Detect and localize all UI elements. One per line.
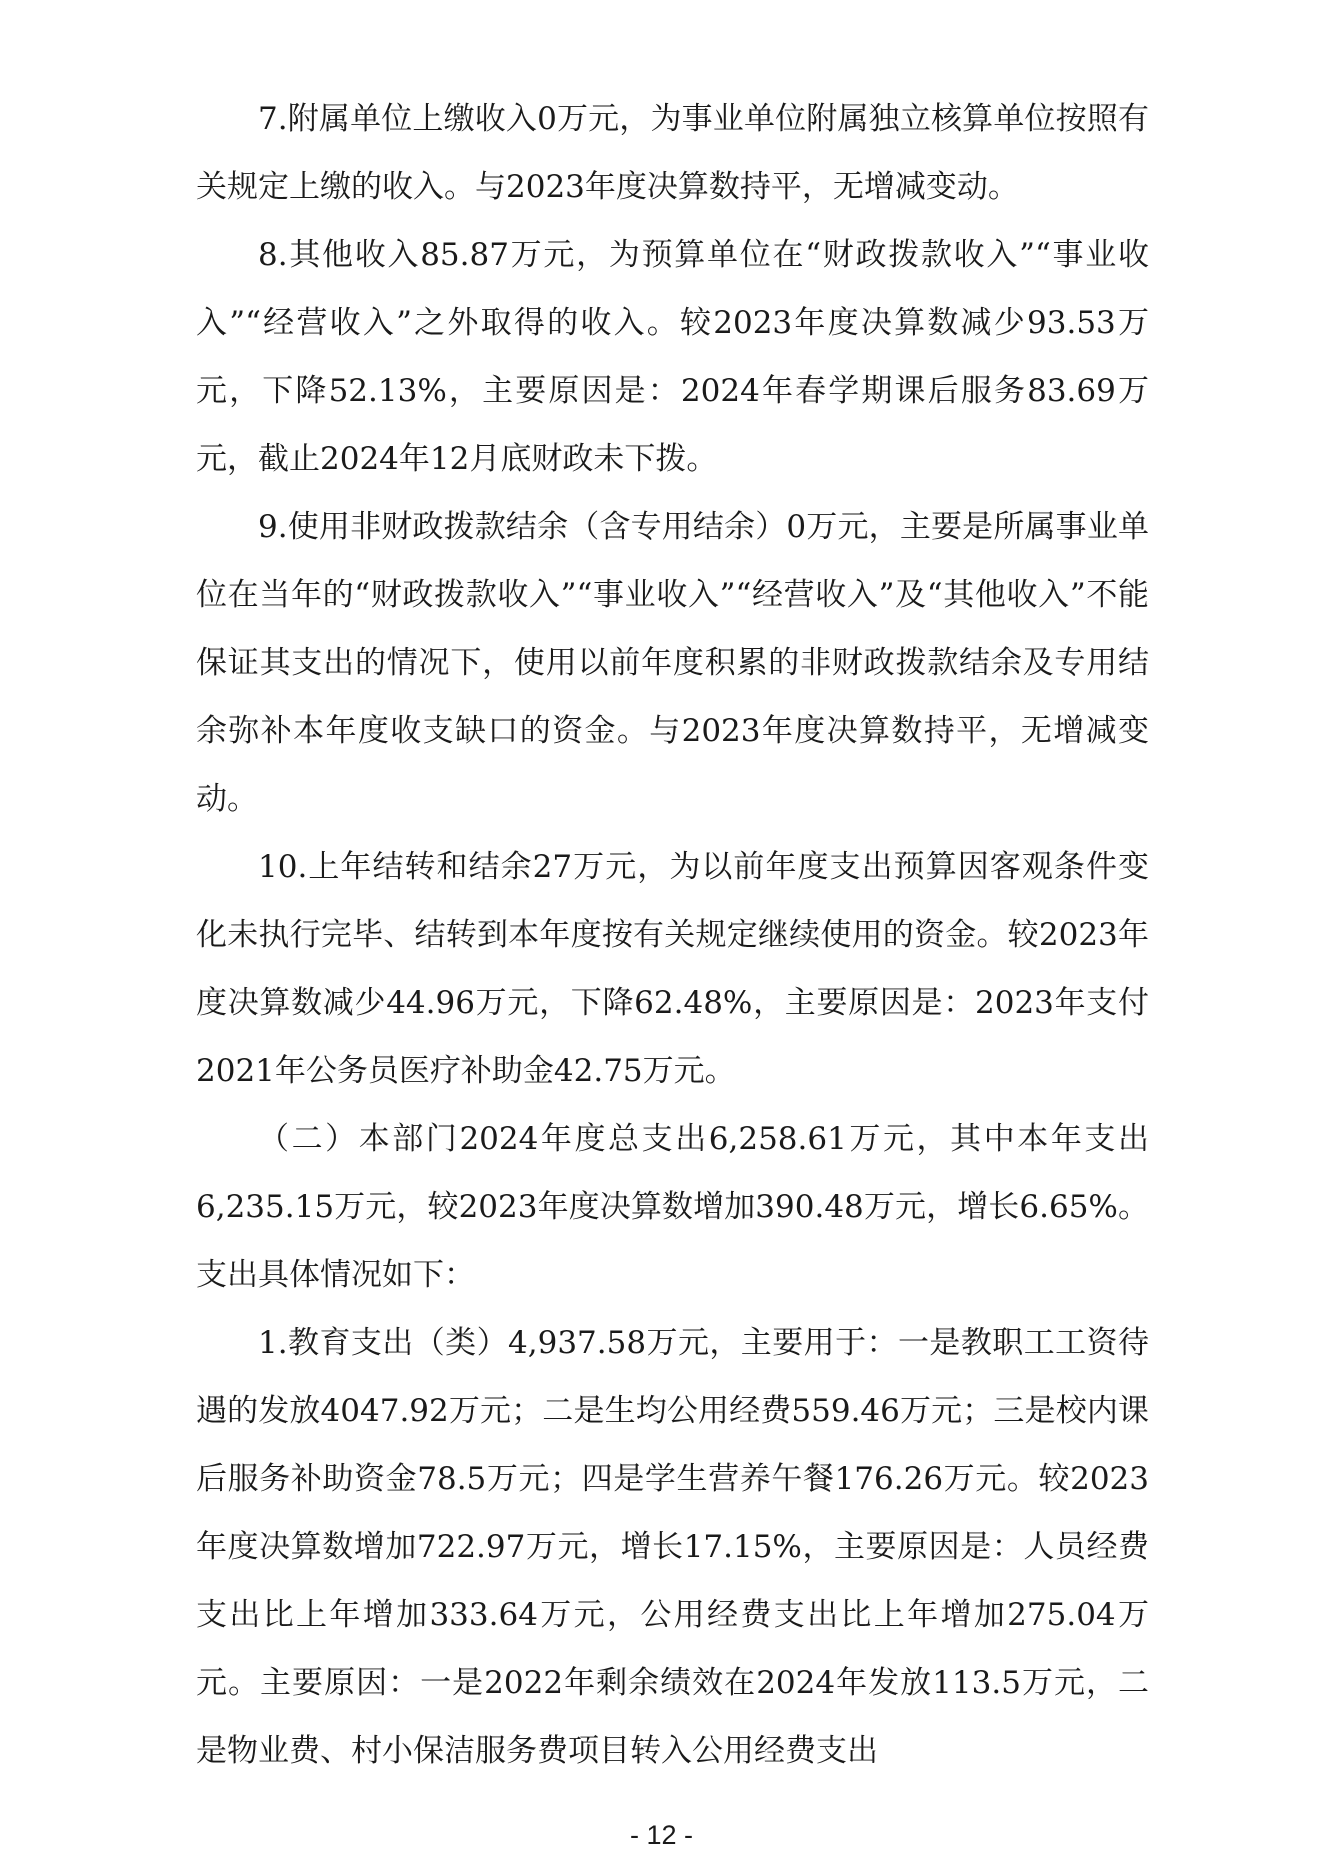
body-text [196, 85, 1149, 1785]
paragraph-education-expenditure: 1.教育支出（类）4,937.58万元，主要用于：一是教职工工资待遇的发放4047.92万元；二是生均公用经费559.46万元；三是校内课后服务补助资金78.5万元；四是学生营养午餐176.26万元。较2023年度决算数增加722.97万元，增长17.15%，主要原因是：人员经费支出比上年增加333.64万元，公用经费支出比上年增加275.04万元。主要原因：一是2022年剩余绩效在2024年发放113.5万元，二是物业费、村小保洁服务费项目转入公用经费支出 [196, 1325, 1149, 1769]
paragraph-attached-unit-income: 7.附属单位上缴收入0万元，为事业单位附属独立核算单位按照有关规定上缴的收入。与2023年度决算数持平，无增减变动。 [196, 101, 1149, 205]
paragraph-prior-year-carryover: 10.上年结转和结余27万元，为以前年度支出预算因客观条件变化未执行完毕、结转到本年度按有关规定继续使用的资金。较2023年度决算数减少44.96万元，下降62.48%，主要原因是：2023年支付2021年公务员医疗补助金42.75万元。 [196, 849, 1149, 1089]
paragraph-other-income: 8.其他收入85.87万元，为预算单位在“财政拨款收入”“事业收入”“经营收入”之外取得的收入。较2023年度决算数减少93.53万元，下降52.13%，主要原因是：2024年春学期课后服务83.69万元，截止2024年12月底财政未下拨。 [196, 237, 1149, 477]
paragraph-total-expenditure: （二）本部门2024年度总支出6,258.61万元，其中本年支出6,235.15万元，较2023年度决算数增加390.48万元，增长6.65%。支出具体情况如下： [196, 1121, 1149, 1293]
page-number: - 12 - [629, 1820, 694, 1850]
paragraph-non-fiscal-balance: 9.使用非财政拨款结余（含专用结余）0万元，主要是所属事业单位在当年的“财政拨款收入”“事业收入”“经营收入”及“其他收入”不能保证其支出的情况下，使用以前年度积累的非财政拨款结余及专用结余弥补本年度收支缺口的资金。与2023年度决算数持平，无增减变动。 [196, 509, 1149, 817]
